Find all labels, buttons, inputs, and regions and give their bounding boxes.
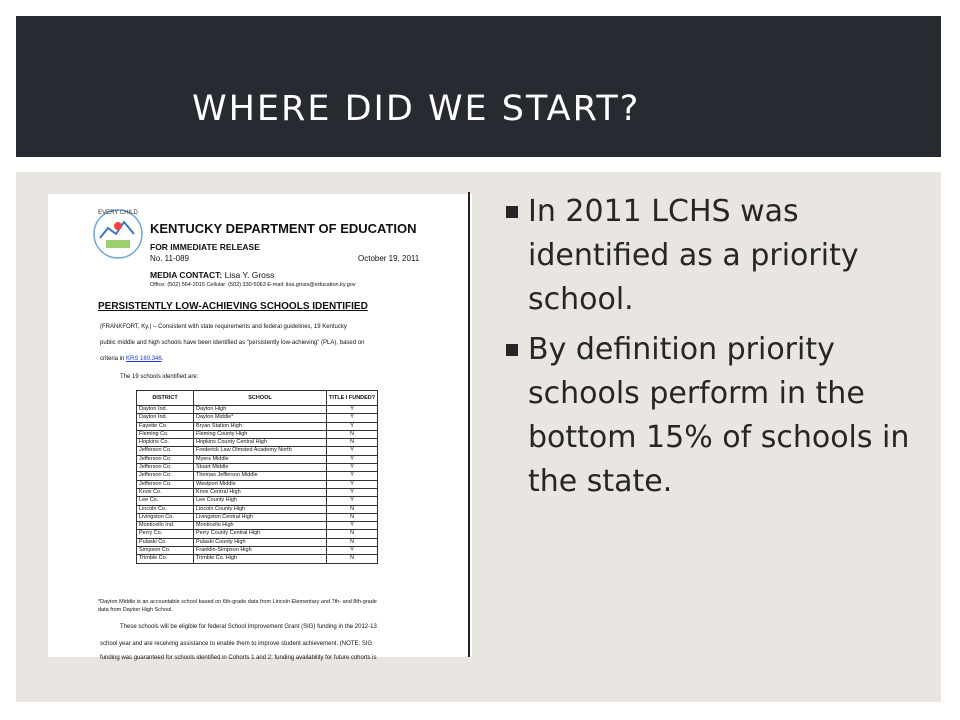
table-row <box>137 480 378 488</box>
slide-title: WHERE DID WE START? <box>192 89 641 129</box>
table-cell-district: Jefferson Co. <box>137 455 194 463</box>
table-cell-school: Bryan Station High <box>194 422 327 430</box>
table-cell-district: Dayton Ind. <box>137 414 194 422</box>
doc-text: . <box>161 356 164 362</box>
table-cell-title1: Y <box>327 414 378 422</box>
table-cell-district: Perry Co. <box>137 530 194 538</box>
table-cell-district: Knox Co. <box>137 488 194 496</box>
table-cell-title1: Y <box>327 547 378 555</box>
doc-release-date: October 19, 2011 <box>358 254 420 263</box>
doc-media-contact-name: Lisa Y. Gross <box>224 270 275 280</box>
table-cell-district: Lee Co. <box>137 497 194 505</box>
table-cell-title1: Y <box>327 522 378 530</box>
doc-paragraph-line: These schools will be eligible for federal School Improvement Grant (SIG) funding in the 2012-13 <box>120 624 377 630</box>
table-row <box>137 522 378 530</box>
table-cell-school: Westport Middle <box>194 480 327 488</box>
table-cell-district: Lincoln Co. <box>137 505 194 513</box>
square-bullet-icon <box>506 206 518 218</box>
table-cell-school: Knox Central High <box>194 488 327 496</box>
table-row <box>137 547 378 555</box>
table-cell-school: Frederick Law Olmsted Academy North <box>194 447 327 455</box>
table-cell-title1: Y <box>327 488 378 496</box>
table-cell-district: Jefferson Co. <box>137 464 194 472</box>
table-cell-title1: Y <box>327 447 378 455</box>
doc-release-label: FOR IMMEDIATE RELEASE <box>150 242 260 252</box>
table-row <box>137 555 378 563</box>
table-cell-title1: N <box>327 505 378 513</box>
table-row <box>137 464 378 472</box>
table-row <box>137 530 378 538</box>
table-cell-title1: Y <box>327 406 378 414</box>
table-row <box>137 472 378 480</box>
schools-table-body <box>137 406 378 564</box>
table-row <box>137 488 378 496</box>
doc-release-number: No. 11-089 <box>150 254 189 263</box>
table-cell-district: Jefferson Co. <box>137 472 194 480</box>
doc-paragraph-line <box>100 356 163 362</box>
table-cell-district: Monticello Ind. <box>137 522 194 530</box>
table-cell-district: Simpson Co. <box>137 547 194 555</box>
bullet-item <box>506 190 941 322</box>
square-bullet-icon <box>506 344 518 356</box>
doc-headline: PERSISTENTLY LOW-ACHIEVING SCHOOLS IDENTIFIED <box>98 301 368 312</box>
schools-table <box>136 390 378 564</box>
table-cell-school: Stuart Middle <box>194 464 327 472</box>
doc-text: criteria in <box>100 356 127 362</box>
doc-footnote-line: data from Dayton High School. <box>98 607 173 613</box>
table-cell-district: Fleming Co. <box>137 430 194 438</box>
table-cell-school: Lincoln County High <box>194 505 327 513</box>
content-area <box>16 172 941 702</box>
table-row <box>137 447 378 455</box>
bullet-text: In 2011 LCHS was identified as a priority school. <box>528 194 859 317</box>
table-cell-school: Thomas Jefferson Middle <box>194 472 327 480</box>
table-cell-district: Jefferson Co. <box>137 447 194 455</box>
table-cell-district: Livingston Co. <box>137 513 194 521</box>
table-row <box>137 406 378 414</box>
doc-paragraph-line: school year and are receiving assistance to enable them to improve student achievement. (NOTE: SIG <box>100 641 373 647</box>
bullet-item <box>506 328 941 504</box>
table-cell-school: Fleming County High <box>194 430 327 438</box>
table-row <box>137 513 378 521</box>
doc-contact-line: Office: (502) 564-2015 Cellular: (502) 330-5063 E-mail: lisa.gross@education.ky.gov <box>150 282 356 288</box>
table-cell-school: Dayton Middle* <box>194 414 327 422</box>
kde-logo-icon <box>88 204 148 264</box>
table-cell-school: Franklin-Simpson High <box>194 547 327 555</box>
table-cell-school: Livingston Central High <box>194 513 327 521</box>
table-cell-title1: N <box>327 430 378 438</box>
column-header-title1: TITLE I FUNDED? <box>327 391 378 406</box>
table-cell-title1: Y <box>327 422 378 430</box>
table-cell-school: Pulaski County High <box>194 538 327 546</box>
table-cell-title1: Y <box>327 464 378 472</box>
table-cell-school: Hopkins County Central High <box>194 439 327 447</box>
table-row <box>137 497 378 505</box>
table-cell-school: Trimble Co. High <box>194 555 327 563</box>
table-cell-district: Fayette Co. <box>137 422 194 430</box>
bullet-list <box>506 190 941 510</box>
table-row <box>137 455 378 463</box>
table-header-row <box>137 391 378 406</box>
table-cell-district: Hopkins Co. <box>137 439 194 447</box>
table-cell-school: Dayton High <box>194 406 327 414</box>
krs-link[interactable]: KRS 160.346 <box>126 356 162 362</box>
table-row <box>137 422 378 430</box>
table-cell-title1: Y <box>327 455 378 463</box>
table-cell-title1: N <box>327 439 378 447</box>
column-header-district: DISTRICT <box>137 391 194 406</box>
table-cell-school: Lee County High <box>194 497 327 505</box>
table-row <box>137 505 378 513</box>
table-cell-school: Perry County Central High <box>194 530 327 538</box>
title-bar <box>16 16 941 157</box>
press-release-image <box>48 194 472 661</box>
column-header-school: SCHOOL <box>194 391 327 406</box>
divider <box>468 192 470 657</box>
doc-paragraph-line: funding was guaranteed for schools identified in Cohorts 1 and 2; funding availability for future cohorts is <box>100 655 377 661</box>
table-cell-title1: N <box>327 513 378 521</box>
table-row <box>137 414 378 422</box>
table-cell-district: Trimble Co. <box>137 555 194 563</box>
svg-text:EVERY CHILD: EVERY CHILD <box>98 210 138 216</box>
table-row <box>137 439 378 447</box>
doc-paragraph-line: (FRANKFORT, Ky.) – Consistent with state requirements and federal guidelines, 19 Kentucky <box>100 324 347 330</box>
table-row <box>137 538 378 546</box>
table-cell-district: Pulaski Co. <box>137 538 194 546</box>
doc-media-contact-label: MEDIA CONTACT: <box>150 270 223 280</box>
table-cell-title1: Y <box>327 472 378 480</box>
bullet-text: By definition priority schools perform in the bottom 15% of schools in the state. <box>528 332 910 499</box>
doc-paragraph-line: public middle and high schools have been identified as "persistently low-achieving" (PLA), based on <box>100 340 365 346</box>
table-cell-title1: N <box>327 538 378 546</box>
doc-media-contact <box>150 270 274 280</box>
table-cell-district: Dayton Ind. <box>137 406 194 414</box>
table-cell-school: Monticello High <box>194 522 327 530</box>
doc-footnote-line: *Dayton Middle is an accountable school based on 6th-grade data from Lincoln Elementary and 7th- and 8th-grade <box>98 599 377 605</box>
table-row <box>137 430 378 438</box>
table-cell-title1: N <box>327 555 378 563</box>
doc-list-intro: The 19 schools identified are: <box>120 374 199 380</box>
table-cell-title1: Y <box>327 497 378 505</box>
table-cell-title1: N <box>327 530 378 538</box>
table-cell-title1: Y <box>327 480 378 488</box>
doc-org-name: KENTUCKY DEPARTMENT OF EDUCATION <box>150 221 417 236</box>
table-cell-district: Jefferson Co. <box>137 480 194 488</box>
press-release-document <box>48 194 472 661</box>
table-cell-school: Myers Middle <box>194 455 327 463</box>
